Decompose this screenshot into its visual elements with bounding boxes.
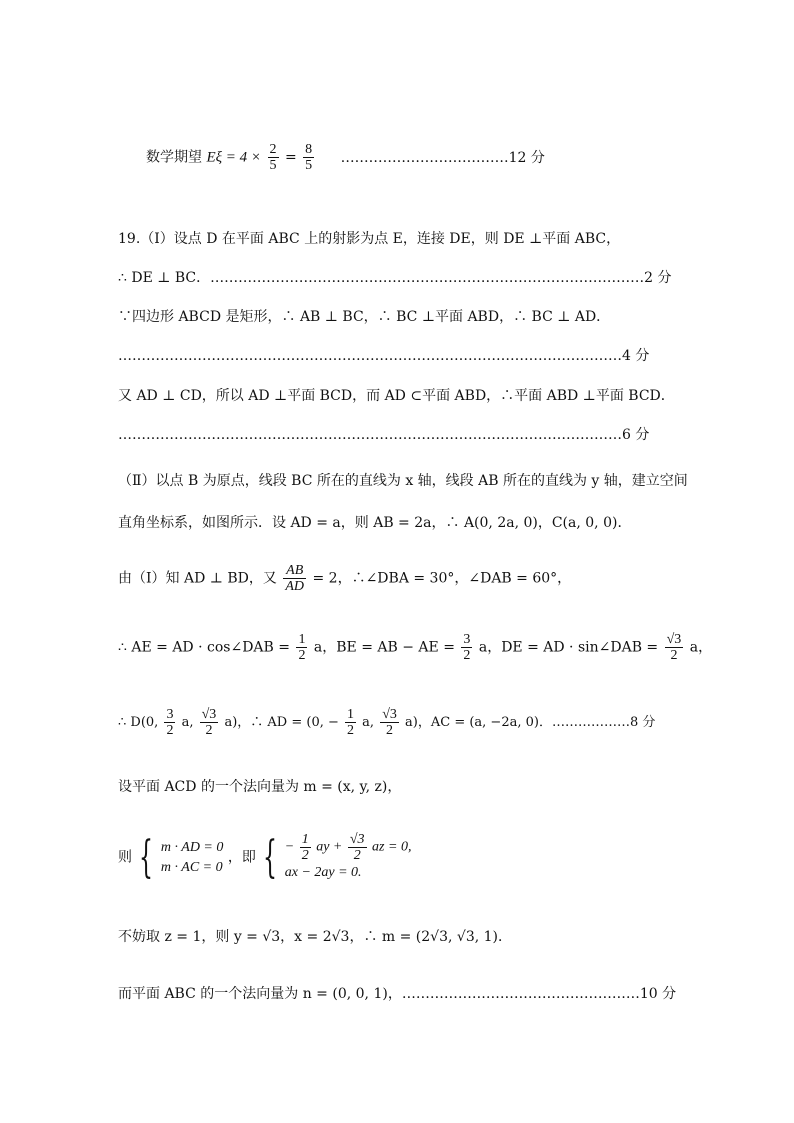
left-brace: { bbox=[139, 831, 154, 883]
q19-line-6: ………………………………………………………………………………………………6 分 bbox=[118, 427, 650, 443]
fraction-denominator: 2 bbox=[386, 723, 394, 738]
text: a，BE = AB − AE = bbox=[313, 639, 455, 656]
text: a，DE = AD · sin∠DAB = bbox=[478, 639, 659, 656]
q19-line-3: ∵四边形 ABCD 是矩形，∴ AB ⊥ BC，∴ BC ⊥平面 ABD，∴ BC ⊥ AD． bbox=[118, 309, 611, 325]
fraction bbox=[461, 632, 472, 663]
fraction-numerator: 8 bbox=[305, 142, 313, 157]
part2-line-2: 直角坐标系，如图所示．设 AD = a，则 AB = 2a，∴ A(0, 2a, 0)，C(a, 0, 0)． bbox=[118, 515, 632, 531]
system-equation: m · AC = 0 bbox=[160, 859, 223, 875]
fraction-numerator: 3 bbox=[463, 632, 471, 647]
expectation-label: 数学期望 bbox=[146, 149, 202, 166]
fraction bbox=[164, 707, 175, 738]
equation-system-1 bbox=[161, 838, 223, 878]
text: a, bbox=[181, 715, 194, 730]
fraction-numerator: 1 bbox=[347, 707, 355, 722]
fraction-denominator: 5 bbox=[305, 158, 313, 173]
part2-line-8: 不妨取 z = 1，则 y = √3，x = 2√3，∴ m = (2√3, √3, 1)． bbox=[118, 929, 512, 945]
fraction-denominator: AD bbox=[285, 579, 305, 594]
text: az = 0, bbox=[372, 839, 412, 855]
part2-line-6: 设平面 ACD 的一个法向量为 m = (x, y, z)， bbox=[118, 779, 402, 795]
fraction bbox=[665, 632, 684, 663]
part2-line-4 bbox=[118, 632, 713, 663]
fraction-denominator: 2 bbox=[463, 648, 471, 663]
part2-line-7 bbox=[118, 832, 644, 883]
part2-line-3 bbox=[118, 563, 644, 594]
q19-intro: 19.（Ⅰ）设点 D 在平面 ABC 上的射影为点 E，连接 DE，则 DE ⊥平面 ABC， bbox=[118, 231, 621, 247]
fraction-denominator: 2 bbox=[301, 848, 309, 863]
text: a， bbox=[689, 639, 713, 656]
fraction bbox=[268, 142, 279, 173]
expectation-formula: Eξ = 4 × bbox=[206, 149, 262, 166]
fraction bbox=[345, 707, 356, 738]
fraction-denominator: 2 bbox=[353, 848, 361, 863]
fraction bbox=[283, 563, 306, 594]
fraction-numerator: √3 bbox=[349, 832, 365, 847]
fraction-numerator: AB bbox=[283, 563, 306, 579]
fraction bbox=[380, 707, 399, 738]
part2-line-1: （Ⅱ）以点 B 为原点，线段 BC 所在的直线为 x 轴，线段 AB 所在的直线为 y 轴，建立空间 bbox=[118, 473, 688, 489]
fraction bbox=[303, 142, 314, 173]
fraction-denominator: 2 bbox=[205, 723, 213, 738]
expectation-line bbox=[146, 142, 644, 173]
system-equation: ax − 2ay = 0. bbox=[284, 865, 362, 880]
fraction-numerator: 3 bbox=[166, 707, 174, 722]
fraction-denominator: 2 bbox=[347, 723, 355, 738]
fraction-numerator: 1 bbox=[301, 832, 309, 847]
fraction-denominator: 2 bbox=[166, 723, 174, 738]
q19-line-5: 又 AD ⊥ CD，所以 AD ⊥平面 BCD，而 AD ⊂平面 ABD，∴平面 ABD ⊥平面 BCD． bbox=[118, 388, 675, 404]
q19-line-2: ∴ DE ⊥ BC．…………………………………………………………………………………2 分 bbox=[118, 270, 672, 286]
text: ay + bbox=[316, 839, 343, 855]
text: = 2，∴∠DBA = 30°，∠DAB = 60°， bbox=[312, 570, 572, 587]
text: − bbox=[284, 839, 295, 855]
fraction-denominator: 5 bbox=[269, 158, 277, 173]
part2-line-5 bbox=[118, 707, 656, 738]
fraction-numerator: 1 bbox=[298, 632, 306, 647]
text: 则 bbox=[118, 849, 132, 866]
fraction-numerator: √3 bbox=[201, 707, 217, 722]
text: ∴ D(0, bbox=[118, 715, 159, 730]
fraction bbox=[296, 632, 307, 663]
text: a)，AC = (a, −2a, 0)．………………8 分 bbox=[405, 715, 656, 730]
fraction-denominator: 2 bbox=[298, 648, 306, 663]
fraction bbox=[300, 832, 311, 863]
fraction-numerator: √3 bbox=[382, 707, 397, 722]
system-equation bbox=[285, 832, 412, 863]
fraction-numerator: √3 bbox=[666, 632, 682, 647]
part2-line-9: 而平面 ABC 的一个法向量为 n = (0, 0, 1)，……………………………………………10 分 bbox=[118, 986, 677, 1002]
text: ∴ AE = AD · cos∠DAB = bbox=[118, 639, 290, 656]
text: a, bbox=[362, 715, 375, 730]
text: ，即 bbox=[227, 849, 256, 866]
text: a)，∴ AD = (0, − bbox=[224, 715, 339, 730]
system-equation: m · AD = 0 bbox=[160, 839, 224, 855]
fraction-denominator: 2 bbox=[670, 648, 678, 663]
equals-sign: = bbox=[284, 149, 297, 166]
score-marker: ………………………………12 分 bbox=[340, 149, 545, 166]
fraction-numerator: 2 bbox=[269, 142, 277, 157]
fraction bbox=[200, 707, 219, 738]
left-brace: { bbox=[263, 831, 278, 883]
q19-line-4: ………………………………………………………………………………………………4 分 bbox=[118, 348, 650, 364]
fraction bbox=[348, 832, 367, 863]
equation-system-2 bbox=[285, 832, 412, 883]
text: 由（Ⅰ）知 AD ⊥ BD，又 bbox=[118, 570, 277, 587]
